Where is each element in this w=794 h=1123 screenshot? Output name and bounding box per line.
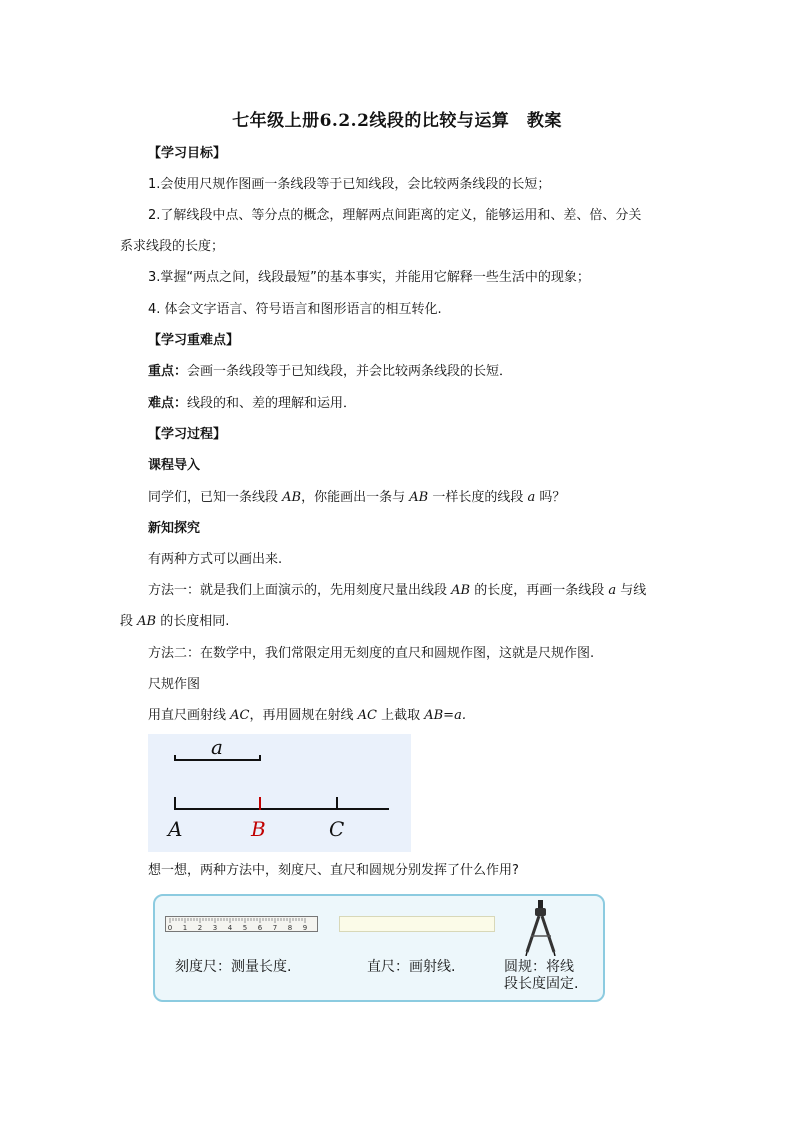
ruler-digit: 8 <box>287 924 293 932</box>
segment-ab: AB <box>451 583 471 598</box>
ruler-scale <box>166 918 317 932</box>
intro-heading: 课程导入 <box>148 458 201 473</box>
method-1-text-3: 与线 <box>616 583 647 598</box>
ruler-digit: 5 <box>242 924 248 932</box>
segment-ab: AB <box>409 490 429 505</box>
intro-text-3: 一样长度的线段 <box>428 490 528 505</box>
ruler-icon <box>165 916 318 932</box>
straightedge-icon <box>339 916 495 932</box>
method-1-continued <box>120 613 229 631</box>
ruler-digit: 6 <box>257 924 263 932</box>
method-2: 方法二：在数学中，我们常限定用无刻度的直尺和圆规作图，这就是尺规作图. <box>148 646 595 661</box>
difficulty-point <box>148 395 356 413</box>
ray-ac: AC <box>230 708 250 723</box>
construction-text-3: 上截取 <box>376 708 425 723</box>
ruler-function-label: 刻度尺：测量长度. <box>175 959 292 975</box>
point-a-label: A <box>168 817 183 841</box>
objective-2: 2.了解线段中点、等分点的概念，理解两点间距离的定义，能够运用和、差、倍、分关 <box>148 208 642 223</box>
compass-function-label-line-2: 段长度固定. <box>504 976 579 992</box>
objectives-heading: 【学习目标】 <box>148 146 227 161</box>
segment-a: a <box>527 490 536 505</box>
segment-diagram <box>148 734 411 852</box>
intro-text-2: ，你能画出一条与 <box>301 490 410 505</box>
point-b-label: B <box>251 817 266 841</box>
construction-heading: 尺规作图 <box>148 677 201 692</box>
segment-ab: AB <box>137 614 157 629</box>
page-title: 七年级上册6.2.2线段的比较与运算 教案 <box>232 111 562 131</box>
objective-2-continued: 系求线段的长度； <box>120 239 225 254</box>
ruler-digit: 4 <box>227 924 233 932</box>
segment-diagram-svg <box>148 734 411 852</box>
ruler-digit: 1 <box>182 924 188 932</box>
explore-heading: 新知探究 <box>148 521 201 536</box>
key-point-label: 重点： <box>148 364 188 379</box>
ruler-digit: 2 <box>197 924 203 932</box>
key-point <box>148 363 512 381</box>
objective-1: 1.会使用尺规作图画一条线段等于已知线段，会比较两条线段的长短； <box>148 177 551 192</box>
segment-ab: AB <box>282 490 302 505</box>
difficulty-label: 难点： <box>148 396 188 411</box>
process-heading: 【学习过程】 <box>148 427 227 442</box>
objective-3: 3.掌握“两点之间，线段最短”的基本事实，并能用它解释一些生活中的现象； <box>148 270 590 285</box>
segment-a-label: a <box>211 735 223 759</box>
intro-text-4: 吗？ <box>535 490 566 505</box>
intro-text-1: 同学们，已知一条线段 <box>148 490 283 505</box>
intro-question <box>148 489 565 507</box>
method-1-text-4: 段 <box>120 614 138 629</box>
objective-4: 4. 体会文字语言、符号语言和图形语言的相互转化. <box>148 302 442 317</box>
method-1-text-5: 的长度相同. <box>156 614 230 629</box>
ruler-digit: 0 <box>167 924 173 932</box>
method-1-text-1: 方法一：就是我们上面演示的，先用刻度尺量出线段 <box>148 583 452 598</box>
construction-steps <box>148 707 466 725</box>
compass-function-label-line-1: 圆规：将线 <box>504 959 574 975</box>
method-1-text-2: 的长度，再画一条线段 <box>470 583 609 598</box>
ruler-digit: 3 <box>212 924 218 932</box>
straightedge-function-label: 直尺：画射线. <box>367 959 456 975</box>
construction-text-2: ，再用圆规在射线 <box>249 708 358 723</box>
ruler-digit: 9 <box>302 924 308 932</box>
think-question: 想一想，两种方法中，刻度尺、直尺和圆规分别发挥了什么作用? <box>148 863 519 878</box>
point-c-label: C <box>329 817 345 841</box>
difficulty-text: 线段的和、差的理解和运用． <box>187 396 357 411</box>
key-points-heading: 【学习重难点】 <box>148 333 240 348</box>
explore-text: 有两种方式可以画出来. <box>148 552 283 567</box>
ray-ac: AC <box>357 708 377 723</box>
construction-text-1: 用直尺画射线 <box>148 708 231 723</box>
segment-a: a <box>608 583 617 598</box>
key-point-text: 会画一条线段等于已知线段，并会比较两条线段的长短． <box>187 364 513 379</box>
ruler-digit: 7 <box>272 924 278 932</box>
tools-box <box>153 894 605 1002</box>
compass-icon <box>523 900 559 956</box>
equation-ab-equals-a: AB=a. <box>424 708 466 723</box>
method-1 <box>148 582 646 600</box>
